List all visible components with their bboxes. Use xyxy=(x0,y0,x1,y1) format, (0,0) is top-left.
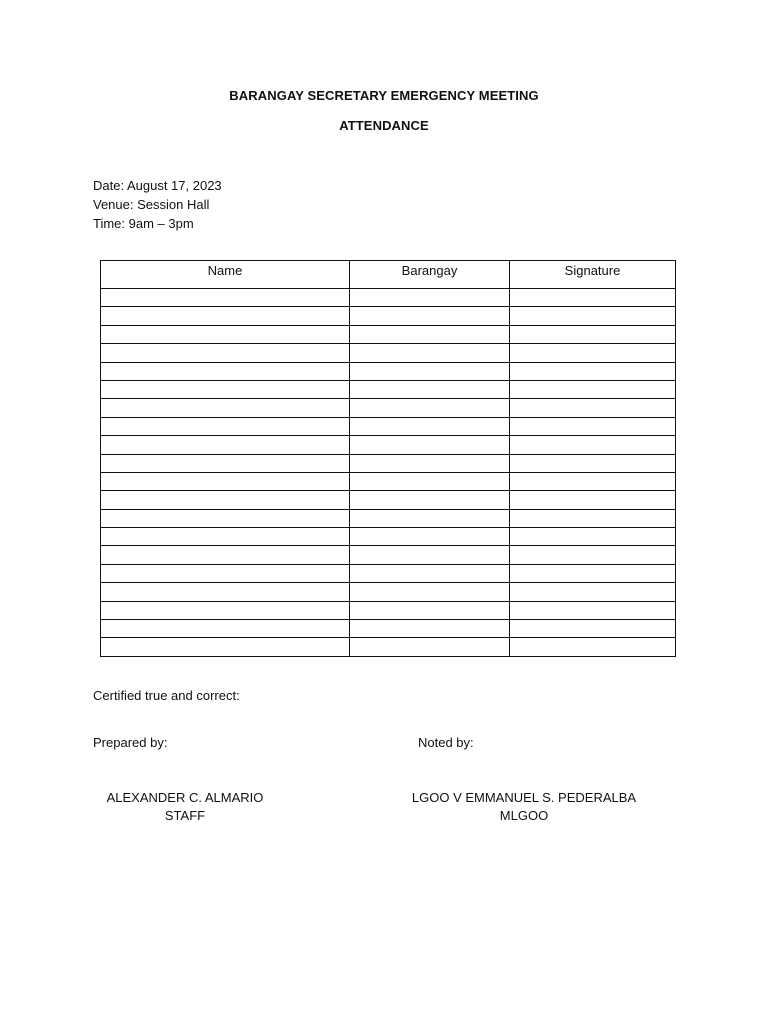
noted-by-name: LGOO V EMMANUEL S. PEDERALBA xyxy=(411,790,637,805)
document-title: BARANGAY SECRETARY EMERGENCY MEETING xyxy=(229,88,539,103)
barangay-cell xyxy=(350,620,510,638)
table-row xyxy=(101,380,676,398)
signature-cell xyxy=(510,638,676,656)
signature-cell xyxy=(510,325,676,343)
table-row xyxy=(101,491,676,509)
barangay-cell xyxy=(350,528,510,546)
table-row xyxy=(101,638,676,656)
table-row xyxy=(101,399,676,417)
noted-by-label: Noted by: xyxy=(418,735,474,750)
signature-cell xyxy=(510,528,676,546)
signature-cell xyxy=(510,399,676,417)
meeting-date: Date: August 17, 2023 xyxy=(93,178,222,193)
name-cell xyxy=(101,417,350,435)
table-row xyxy=(101,601,676,619)
name-cell xyxy=(101,380,350,398)
signature-cell xyxy=(510,546,676,564)
signature-cell xyxy=(510,454,676,472)
barangay-cell xyxy=(350,362,510,380)
signature-cell xyxy=(510,601,676,619)
meeting-time: Time: 9am – 3pm xyxy=(93,216,194,231)
signature-cell xyxy=(510,307,676,325)
barangay-cell xyxy=(350,344,510,362)
prepared-by-title: STAFF xyxy=(164,808,206,823)
name-cell xyxy=(101,564,350,582)
meeting-details xyxy=(93,176,222,233)
table-row xyxy=(101,564,676,582)
table-row xyxy=(101,344,676,362)
signature-cell xyxy=(510,583,676,601)
table-row xyxy=(101,620,676,638)
noted-by-title: MLGOO xyxy=(499,808,549,823)
name-cell xyxy=(101,620,350,638)
name-cell xyxy=(101,546,350,564)
column-header-signature: Signature xyxy=(510,261,676,289)
meeting-venue: Venue: Session Hall xyxy=(93,197,210,212)
barangay-cell xyxy=(350,325,510,343)
name-cell xyxy=(101,491,350,509)
signature-cell xyxy=(510,472,676,490)
signature-cell xyxy=(510,564,676,582)
signature-cell xyxy=(510,509,676,527)
table-row xyxy=(101,583,676,601)
name-cell xyxy=(101,399,350,417)
attendance-table-body xyxy=(101,289,676,657)
signature-cell xyxy=(510,436,676,454)
barangay-cell xyxy=(350,380,510,398)
table-row xyxy=(101,528,676,546)
name-cell xyxy=(101,509,350,527)
signature-cell xyxy=(510,380,676,398)
barangay-cell xyxy=(350,472,510,490)
name-cell xyxy=(101,583,350,601)
name-cell xyxy=(101,638,350,656)
certified-statement: Certified true and correct: xyxy=(93,688,240,703)
prepared-by-name: ALEXANDER C. ALMARIO xyxy=(106,790,264,805)
barangay-cell xyxy=(350,564,510,582)
barangay-cell xyxy=(350,289,510,307)
table-header-row xyxy=(101,261,676,289)
table-row xyxy=(101,362,676,380)
barangay-cell xyxy=(350,638,510,656)
signature-cell xyxy=(510,417,676,435)
barangay-cell xyxy=(350,509,510,527)
attendance-table xyxy=(100,260,676,657)
table-row xyxy=(101,289,676,307)
barangay-cell xyxy=(350,601,510,619)
name-cell xyxy=(101,344,350,362)
name-cell xyxy=(101,362,350,380)
table-row xyxy=(101,546,676,564)
signature-cell xyxy=(510,344,676,362)
signature-cell xyxy=(510,289,676,307)
column-header-name: Name xyxy=(101,261,350,289)
name-cell xyxy=(101,289,350,307)
table-row xyxy=(101,307,676,325)
noted-by-signatory xyxy=(404,789,644,825)
prepared-by-signatory xyxy=(95,789,275,825)
barangay-cell xyxy=(350,491,510,509)
name-cell xyxy=(101,325,350,343)
prepared-by-label: Prepared by: xyxy=(93,735,168,750)
column-header-barangay: Barangay xyxy=(350,261,510,289)
signature-cell xyxy=(510,362,676,380)
name-cell xyxy=(101,436,350,454)
signature-cell xyxy=(510,620,676,638)
signature-cell xyxy=(510,491,676,509)
name-cell xyxy=(101,472,350,490)
table-row xyxy=(101,436,676,454)
barangay-cell xyxy=(350,399,510,417)
table-row xyxy=(101,325,676,343)
table-row xyxy=(101,509,676,527)
name-cell xyxy=(101,307,350,325)
barangay-cell xyxy=(350,454,510,472)
barangay-cell xyxy=(350,583,510,601)
name-cell xyxy=(101,528,350,546)
table-row xyxy=(101,417,676,435)
document-subtitle: ATTENDANCE xyxy=(339,118,429,133)
table-row xyxy=(101,472,676,490)
barangay-cell xyxy=(350,546,510,564)
barangay-cell xyxy=(350,436,510,454)
table-row xyxy=(101,454,676,472)
barangay-cell xyxy=(350,307,510,325)
name-cell xyxy=(101,454,350,472)
name-cell xyxy=(101,601,350,619)
barangay-cell xyxy=(350,417,510,435)
